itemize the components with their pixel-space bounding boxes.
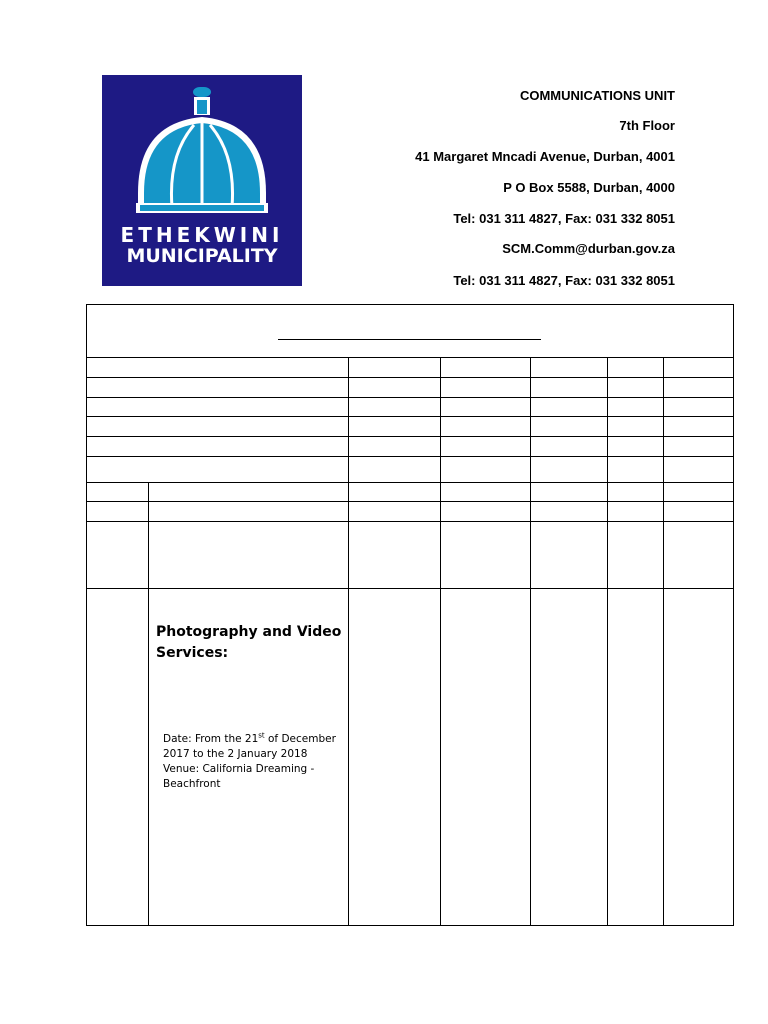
- header-floor: 7th Floor: [619, 118, 675, 133]
- table-row-line: [86, 456, 734, 457]
- item-date-suffix: of December 2017 to the 2 January 2018: [163, 733, 336, 760]
- municipality-logo: [102, 75, 302, 286]
- logo-text-municipality: MUNICIPALITY: [126, 245, 278, 267]
- table-row-line: [86, 416, 734, 417]
- header-tel-fax-repeat: Tel: 031 311 4827, Fax: 031 332 8051: [453, 273, 675, 288]
- item-venue: Venue: California Dreaming - Beachfront: [163, 763, 315, 790]
- item-title: Photography and Video Services:: [156, 624, 342, 661]
- table-row-line: [86, 588, 734, 589]
- item-date-suffix-ordinal: st: [258, 731, 265, 740]
- item-date-prefix: Date: From the 21: [163, 733, 259, 745]
- logo-text-ethekwini: ETHEKWINI: [120, 223, 284, 247]
- table-col-line: [440, 357, 441, 926]
- table-title-underline: [278, 339, 541, 340]
- table-row-line: [86, 397, 734, 398]
- table-col-line: [663, 357, 664, 926]
- header-unit: COMMUNICATIONS UNIT: [519, 88, 675, 103]
- table-row-line: [86, 436, 734, 437]
- header-street: 41 Margaret Mncadi Avenue, Durban, 4001: [415, 149, 675, 164]
- table-col-line: [148, 482, 149, 926]
- header-po-box: P O Box 5588, Durban, 4000: [503, 180, 675, 195]
- table-col-line: [607, 357, 608, 926]
- table-row-line: [86, 501, 734, 502]
- header-tel-fax: Tel: 031 311 4827, Fax: 031 332 8051: [453, 211, 675, 226]
- table-row-line: [86, 377, 734, 378]
- table-col-line: [530, 357, 531, 926]
- table-col-line: [348, 357, 349, 926]
- table-row-line: [86, 357, 734, 358]
- table-row-line: [86, 521, 734, 522]
- header-email: SCM.Comm@durban.gov.za: [502, 241, 675, 256]
- table-row-line: [86, 482, 734, 483]
- item-details: [163, 732, 343, 792]
